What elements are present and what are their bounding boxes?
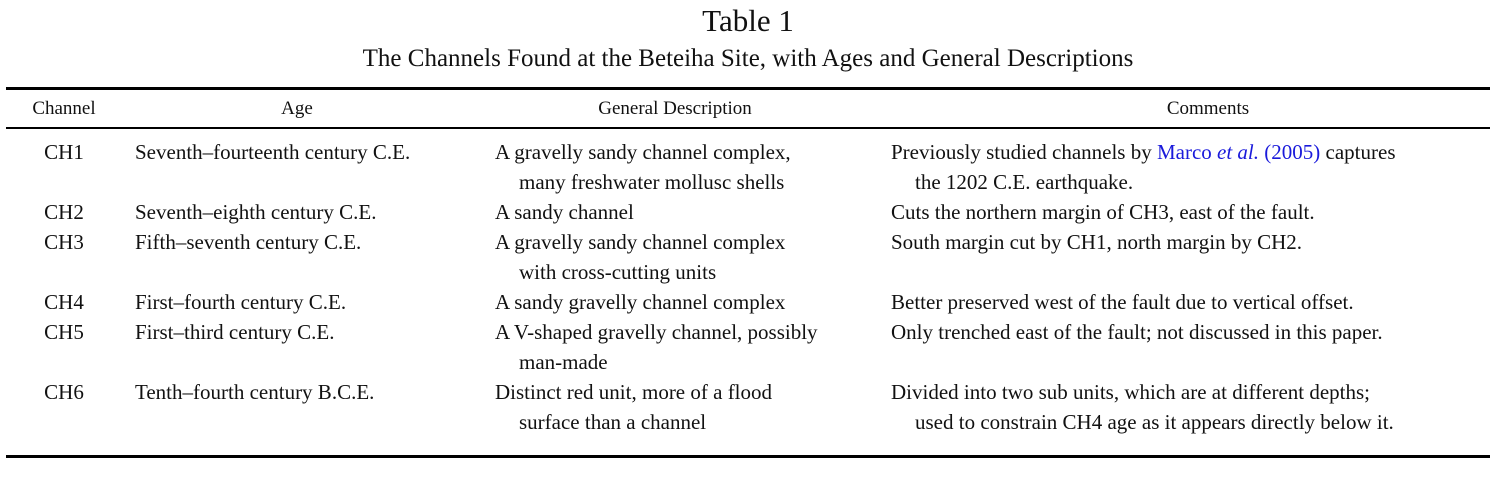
comments-line: South margin cut by CH1, north margin by CH2.: [891, 230, 1303, 254]
cell-description: [495, 227, 865, 287]
header-general-description: General Description: [598, 98, 752, 119]
table-row: [0, 137, 1504, 197]
cell-channel: CH6: [44, 380, 84, 404]
cell-description: [495, 197, 865, 227]
cell-age: Tenth–fourth century B.C.E.: [135, 380, 375, 404]
comments-text: captures: [1320, 140, 1396, 164]
comments-line: the 1202 C.E. earthquake.: [915, 170, 1134, 194]
header-rule: [6, 127, 1490, 129]
cell-comments: [891, 227, 1481, 257]
bottom-rule: [6, 455, 1490, 458]
table-row: [0, 287, 1504, 317]
table-row: [0, 227, 1504, 287]
cell-description: [495, 317, 865, 377]
description-line: A V-shaped gravelly channel, possibly: [495, 320, 818, 344]
table-row: [0, 377, 1504, 437]
citation-link[interactable]: [1157, 140, 1320, 164]
cell-age: Seventh–eighth century C.E.: [135, 200, 377, 224]
cell-channel: CH1: [44, 140, 84, 164]
description-line: surface than a channel: [519, 410, 707, 434]
description-line: A gravelly sandy channel complex,: [495, 140, 791, 164]
description-line: with cross-cutting units: [519, 260, 717, 284]
cell-channel: CH4: [44, 290, 84, 314]
cell-comments: [891, 197, 1481, 227]
cell-channel: CH5: [44, 320, 84, 344]
comments-line: Only trenched east of the fault; not discussed in this paper.: [891, 320, 1383, 344]
description-line: A gravelly sandy channel complex: [495, 230, 786, 254]
table-row: [0, 317, 1504, 377]
cell-age: First–third century C.E.: [135, 320, 335, 344]
header-comments: Comments: [1166, 98, 1250, 119]
cell-comments: [891, 377, 1481, 437]
header-age: Age: [281, 98, 313, 119]
table-header-row: [0, 96, 1504, 122]
cell-description: [495, 287, 865, 317]
citation-year: (2005): [1259, 140, 1321, 164]
description-line: many freshwater mollusc shells: [519, 170, 785, 194]
cell-comments: [891, 137, 1481, 197]
table-row: [0, 197, 1504, 227]
cell-comments: [891, 317, 1481, 347]
table-number: Table 1: [702, 3, 794, 38]
cell-age: First–fourth century C.E.: [135, 290, 347, 314]
comments-line: [891, 137, 1481, 167]
comments-line: Cuts the northern margin of CH3, east of the fault.: [891, 200, 1315, 224]
header-channel: Channel: [32, 98, 96, 119]
comments-line: Divided into two sub units, which are at different depths;: [891, 380, 1371, 404]
table-body: [0, 137, 1504, 437]
citation-author: Marco: [1156, 140, 1218, 164]
comments-line: used to constrain CH4 age as it appears directly below it.: [915, 410, 1394, 434]
description-line: A sandy channel: [495, 200, 634, 224]
cell-description: [495, 377, 865, 437]
top-rule: [6, 87, 1490, 90]
comments-line: Better preserved west of the fault due to vertical offset.: [891, 290, 1354, 314]
table-caption: The Channels Found at the Beteiha Site, with Ages and General Descriptions: [362, 45, 1134, 72]
description-line: Distinct red unit, more of a flood: [495, 380, 773, 404]
description-line: man-made: [519, 350, 608, 374]
cell-description: [495, 137, 865, 197]
description-line: A sandy gravelly channel complex: [495, 290, 786, 314]
cell-channel: CH3: [44, 230, 84, 254]
citation-etal: et al.: [1217, 140, 1260, 164]
cell-age: Seventh–fourteenth century C.E.: [135, 140, 411, 164]
cell-age: Fifth–seventh century C.E.: [135, 230, 362, 254]
cell-comments: [891, 287, 1481, 317]
comments-text: Previously studied channels by: [891, 140, 1157, 164]
cell-channel: CH2: [44, 200, 84, 224]
